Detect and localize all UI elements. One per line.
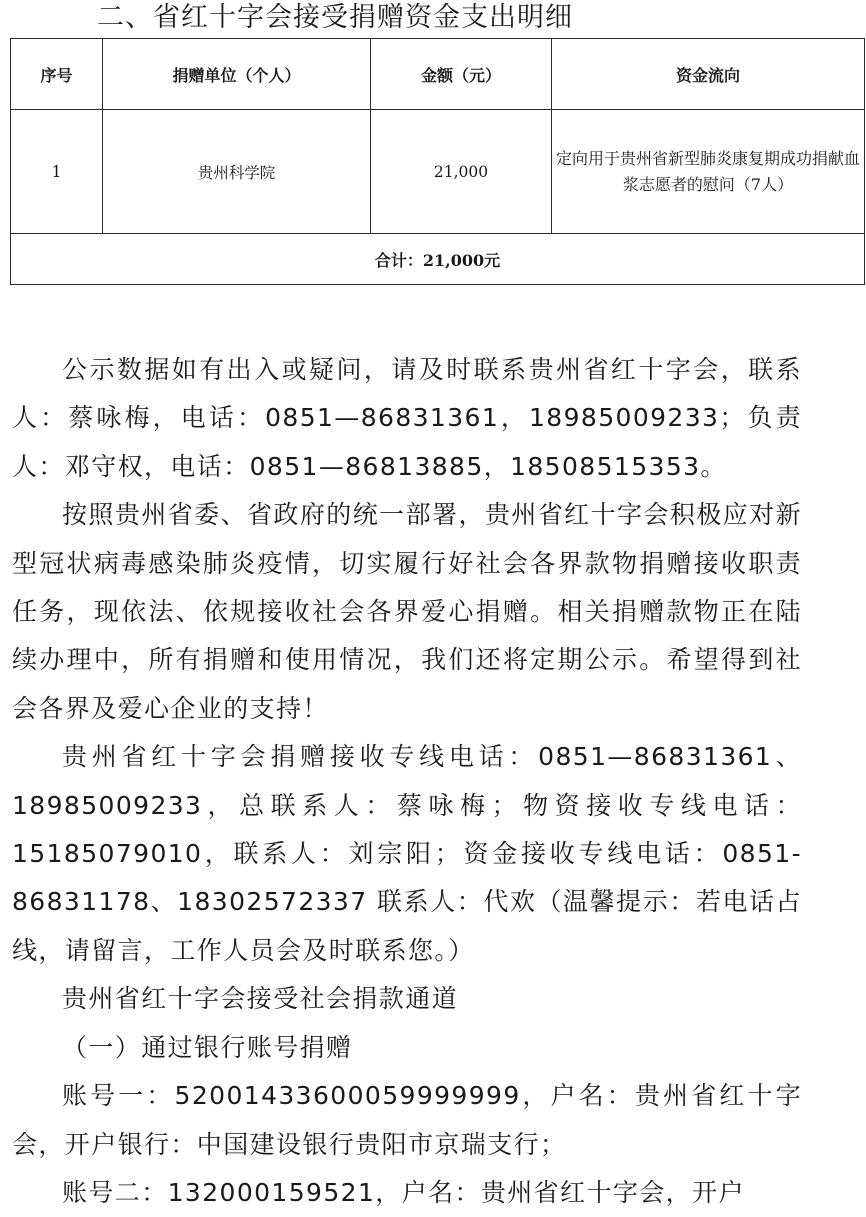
announcement-body bbox=[12, 346, 802, 1217]
header-donor: 捐赠单位（个人） bbox=[103, 39, 371, 110]
cell-donor: 贵州科学院 bbox=[103, 110, 371, 234]
header-amount: 金额（元） bbox=[371, 39, 552, 110]
cell-amount: 21,000 bbox=[371, 110, 552, 234]
paragraph-bank-heading: （一）通过银行账号捐赠 bbox=[62, 1032, 353, 1062]
donation-expenditure-table bbox=[10, 38, 865, 285]
cell-index: 1 bbox=[11, 110, 103, 234]
section-title: 二、省红十字会接受捐赠资金支出明细 bbox=[97, 2, 573, 33]
cell-fund-flow: 定向用于贵州省新型肺炎康复期成功捐献血浆志愿者的慰问（7人） bbox=[552, 110, 865, 234]
paragraph-channels-heading: 贵州省红十字会接受社会捐款通道 bbox=[62, 984, 459, 1014]
paragraph-deployment: 按照贵州省委、省政府的统一部署，贵州省红十字会积极应对新型冠状病毒感染肺炎疫情，切实履行好社会各界款物捐赠接收职责任务，现依法、依规接收社会各界爱心捐赠。相关捐赠款物正在陆续办理中，所有捐赠和使用情况，我们还将定期公示。希望得到社会各界及爱心企业的支持！ bbox=[12, 500, 802, 723]
table-row bbox=[11, 110, 865, 234]
paragraph-hotlines: 贵州省红十字会捐赠接收专线电话：0851—86831361、18985009233，总联系人：蔡咏梅；物资接收专线电话：15185079010，联系人：刘宗阳；资金接收专线电话：0851-86831178、18302572337 联系人：代欢（温馨提示：若电话占线，请留言，工作人员会及时联系您。） bbox=[12, 742, 802, 965]
total-amount: 合计：21,000元 bbox=[11, 234, 865, 285]
header-index: 序号 bbox=[11, 39, 103, 110]
paragraph-account-one: 账号一：52001433600059999999，户名：贵州省红十字会，开户银行：中国建设银行贵阳市京瑞支行； bbox=[12, 1081, 802, 1159]
table-total-row bbox=[11, 234, 865, 285]
paragraph-account-two: 账号二：132000159521，户名：贵州省红十字会，开户 bbox=[62, 1177, 745, 1207]
header-fund-flow: 资金流向 bbox=[552, 39, 865, 110]
paragraph-contact: 公示数据如有出入或疑问，请及时联系贵州省红十字会，联系人：蔡咏梅，电话：0851—86831361，18985009233；负责人：邓守权，电话：0851—86813885，18508515353。 bbox=[12, 355, 802, 481]
table-header-row bbox=[11, 39, 865, 110]
